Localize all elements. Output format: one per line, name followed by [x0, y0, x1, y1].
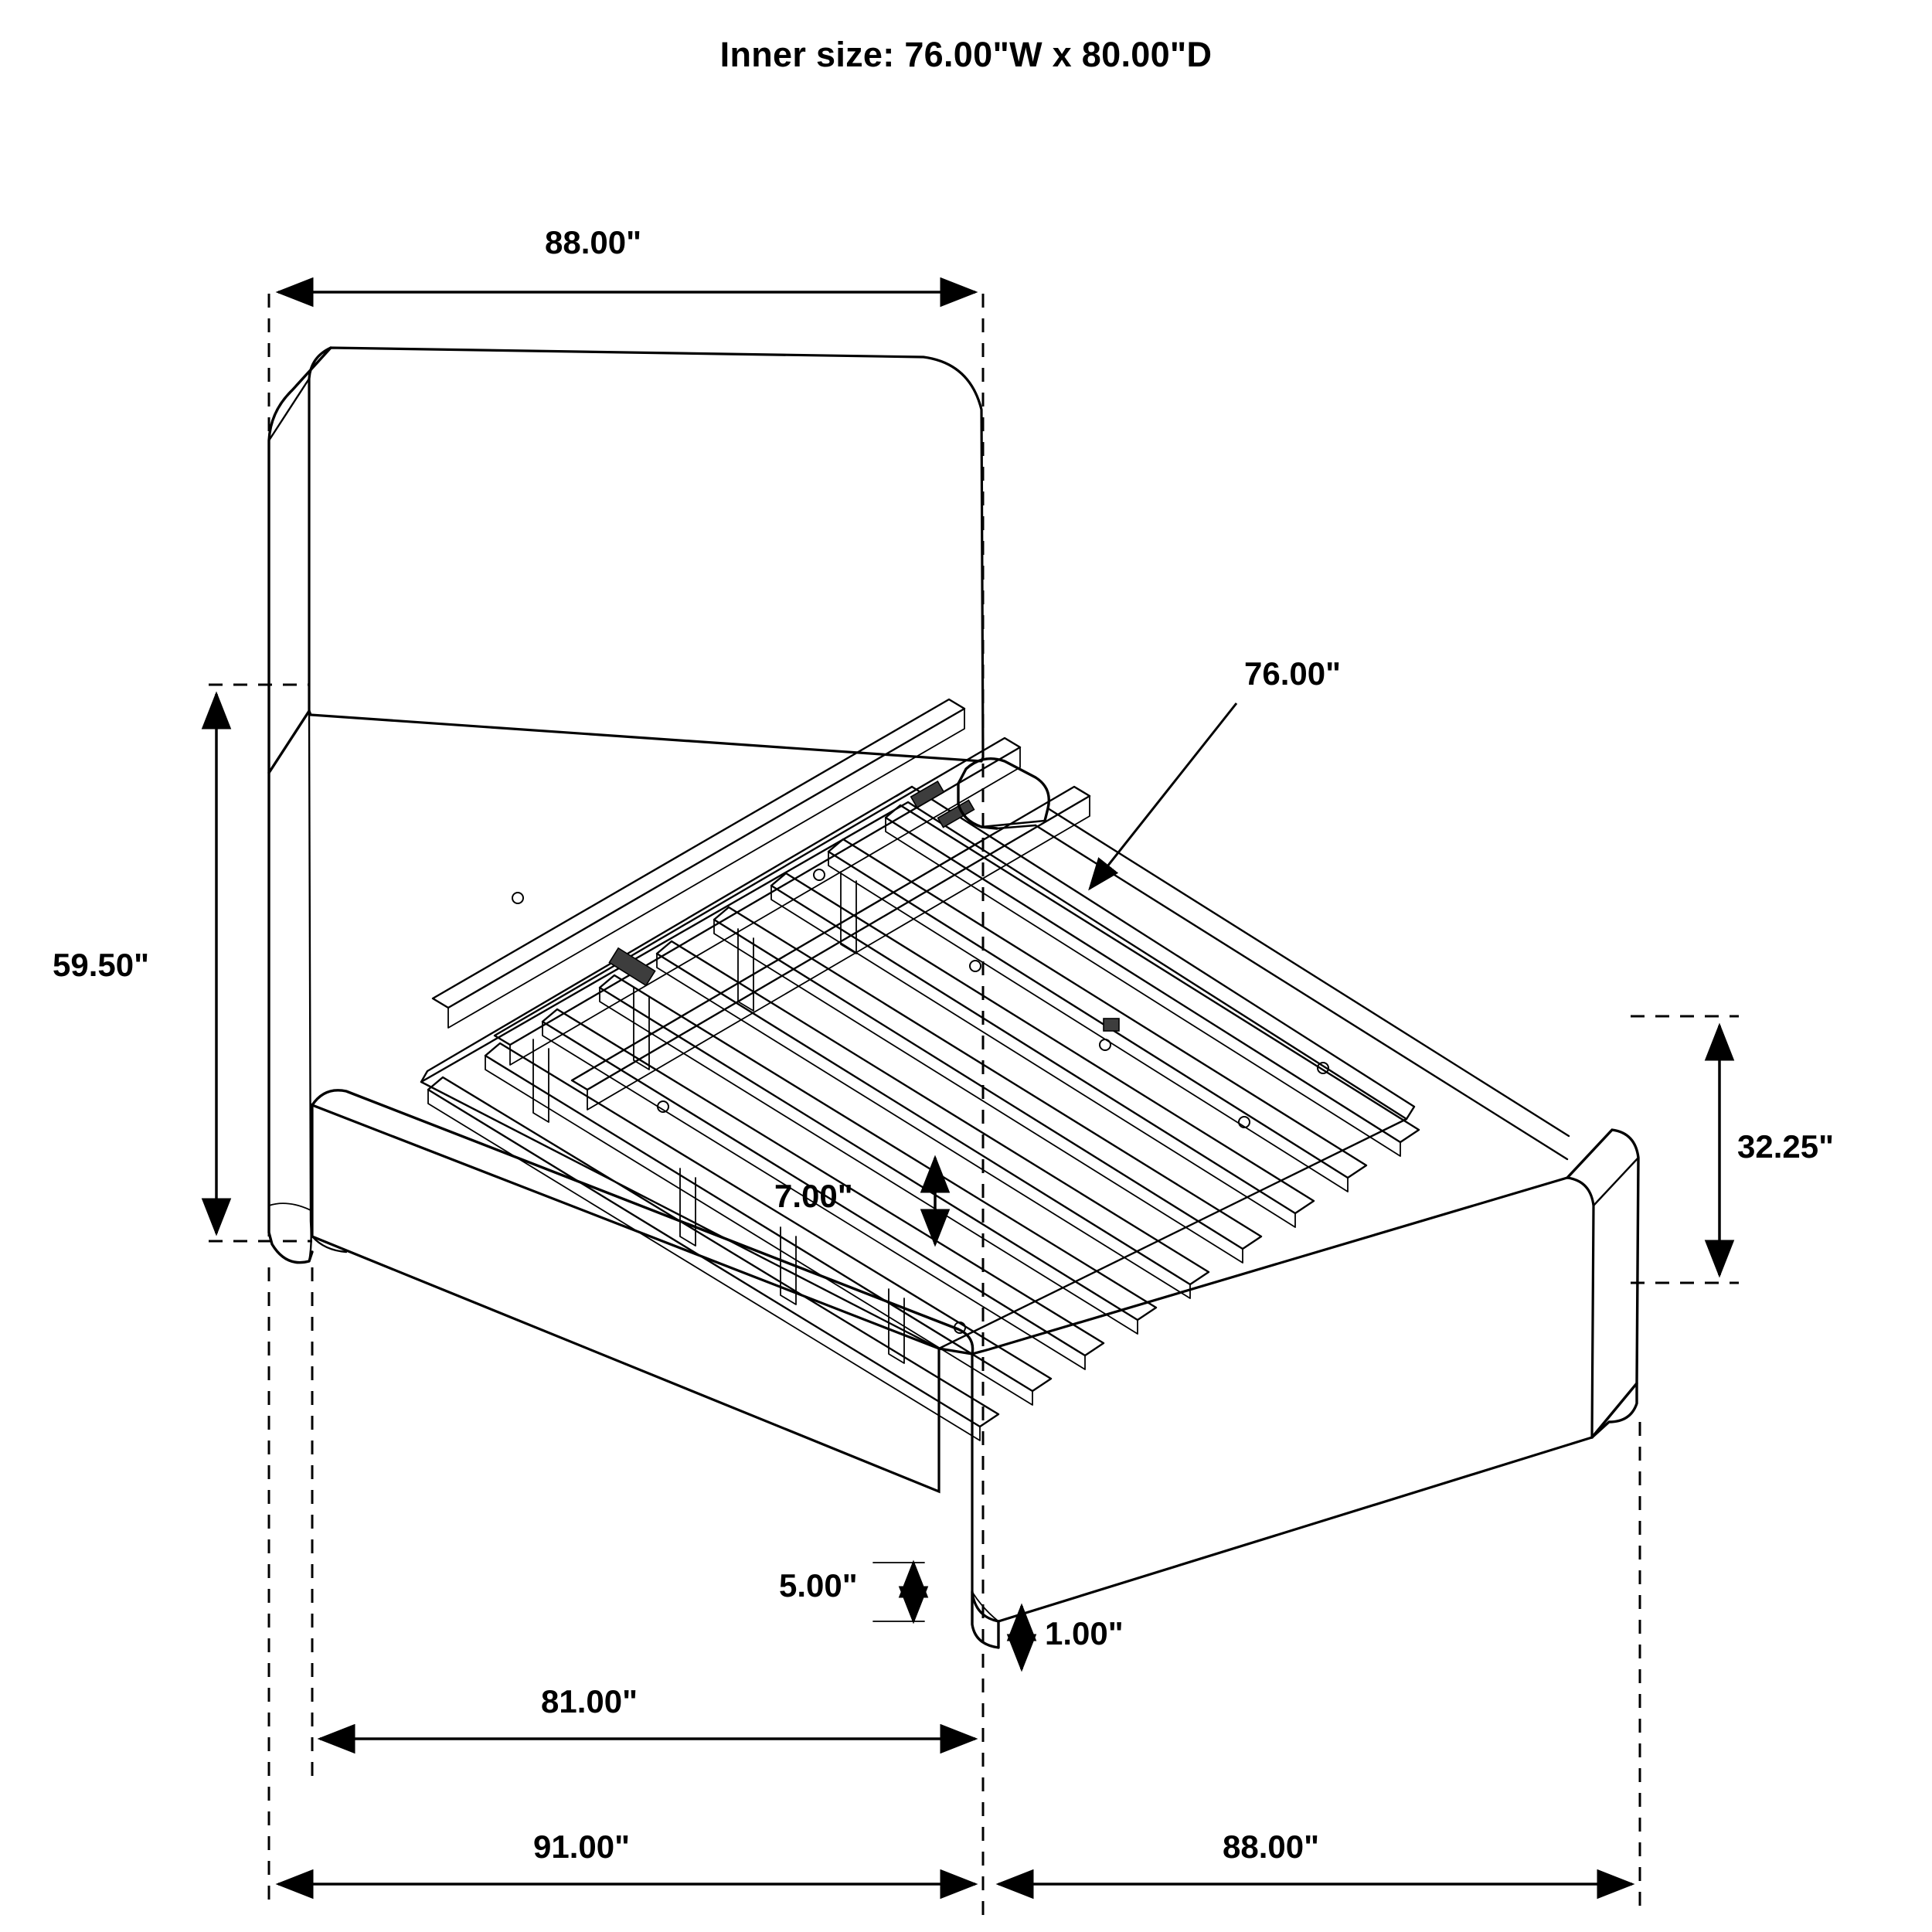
dim-label-inner-length: 81.00" — [541, 1683, 638, 1719]
dim-label-headboard-height: 59.50" — [53, 947, 150, 983]
left-side-rail — [312, 1090, 973, 1492]
bed-illustration — [269, 348, 1638, 1648]
dim-label-leg-height: 1.00" — [1045, 1615, 1124, 1651]
headboard — [269, 348, 983, 1263]
dim-rail-clearance — [873, 1563, 924, 1621]
center-support-beams — [433, 699, 1090, 1110]
dim-label-bottom-width: 88.00" — [1223, 1828, 1320, 1865]
dim-label-overall-length: 91.00" — [533, 1828, 631, 1865]
dim-slat-span — [1090, 703, 1236, 889]
dim-label-top-width: 88.00" — [545, 224, 642, 260]
dim-label-footboard-height: 32.25" — [1737, 1128, 1835, 1165]
page-title: Inner size: 76.00"W x 80.00"D — [719, 35, 1213, 74]
dim-headboard-height — [209, 685, 312, 1241]
dim-label-slat-thickness: 7.00" — [774, 1178, 853, 1214]
dim-label-rail-clearance: 5.00" — [779, 1567, 858, 1604]
dim-label-slat-span: 76.00" — [1244, 655, 1342, 692]
dim-footboard-height — [1631, 1016, 1739, 1283]
